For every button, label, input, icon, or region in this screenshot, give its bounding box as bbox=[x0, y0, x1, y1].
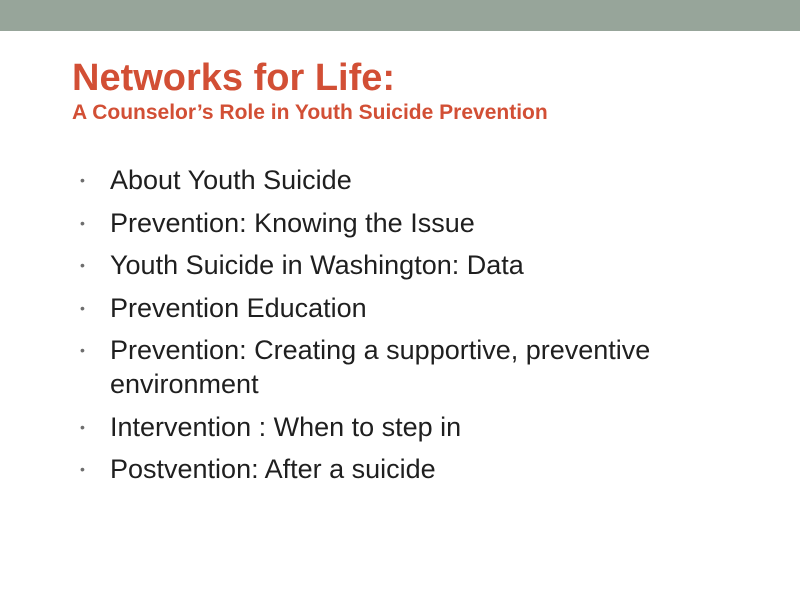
bullet-marker: • bbox=[80, 257, 85, 273]
slide-title: Networks for Life: bbox=[72, 57, 396, 99]
slide-top-bar bbox=[0, 0, 800, 31]
title-block bbox=[72, 58, 772, 125]
bullet-item-knowing-the-issue bbox=[80, 206, 780, 240]
slide-subtitle: A Counselor’s Role in Youth Suicide Prevention bbox=[72, 101, 548, 124]
bullet-marker: • bbox=[80, 214, 85, 231]
bullet-item-prevention-education bbox=[80, 291, 780, 325]
bullet-text: Postvention: After a suicide bbox=[110, 454, 436, 484]
bullet-text: Intervention : When to step in bbox=[110, 411, 462, 442]
bullet-item-washington-data bbox=[80, 248, 780, 282]
bullet-item-postvention bbox=[80, 452, 780, 486]
bullet-item-about-youth-suicide bbox=[80, 163, 780, 197]
bullet-text: About Youth Suicide bbox=[110, 165, 352, 195]
bullet-item-intervention bbox=[80, 410, 780, 444]
bullet-text: Prevention: Creating a supportive, preventive environment bbox=[110, 335, 651, 399]
bullet-item-supportive-environment bbox=[80, 333, 780, 401]
bullet-text: Youth Suicide in Washington: Data bbox=[110, 250, 524, 280]
bullet-text: Prevention Education bbox=[110, 292, 367, 323]
bullet-marker: • bbox=[80, 172, 85, 188]
bullet-text: Prevention: Knowing the Issue bbox=[110, 207, 475, 238]
bullet-marker: • bbox=[80, 461, 85, 477]
bullet-marker: • bbox=[80, 299, 85, 316]
bullet-marker: • bbox=[80, 418, 85, 435]
bullet-marker: • bbox=[80, 342, 85, 358]
bullet-list bbox=[80, 163, 780, 495]
